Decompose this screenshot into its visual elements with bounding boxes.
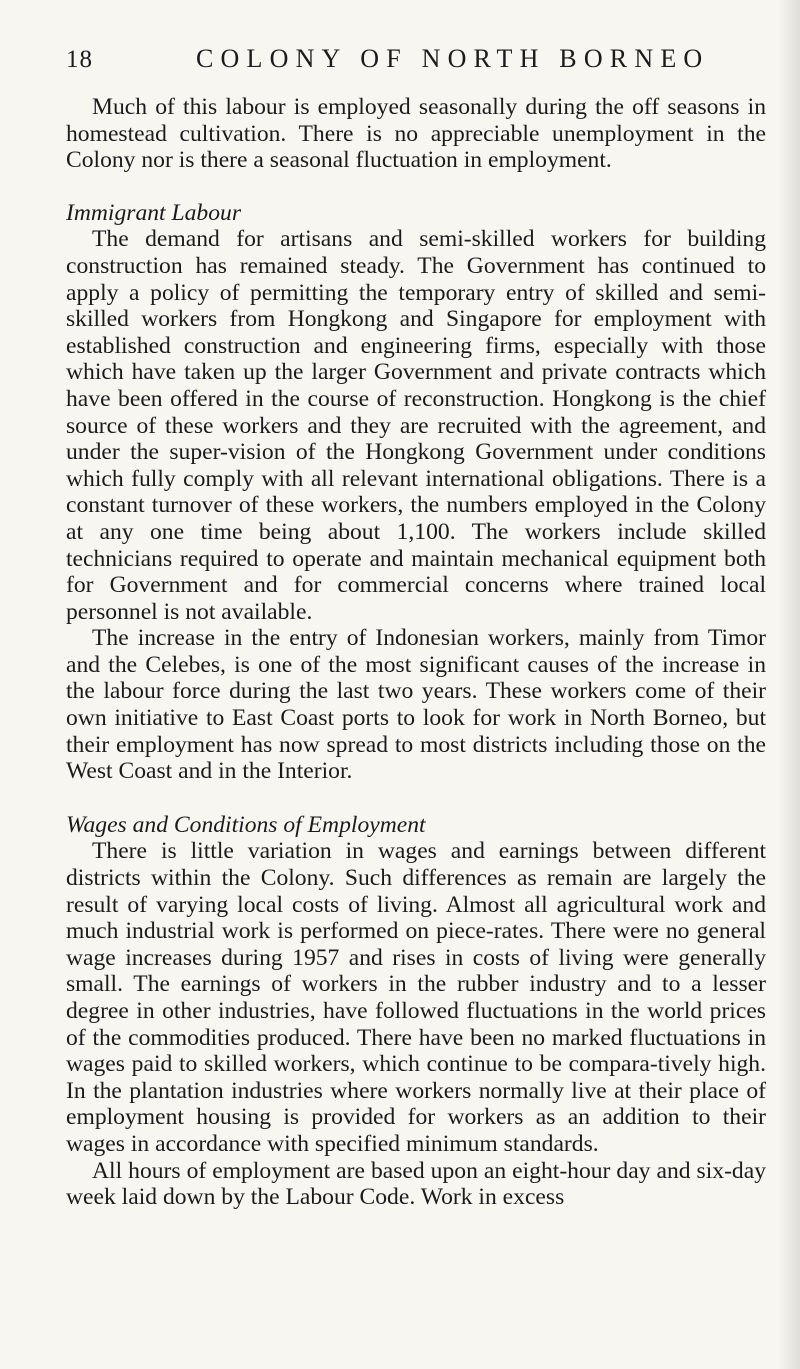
intro-paragraph: Much of this labour is employed seasonally during the off seasons in homestead cultivation. There is no appreciable unemployment in the Colony nor is there a seasonal fluctuation in employment. [66,94,766,174]
page-edge-shadow [778,0,800,1369]
section-heading-wages: Wages and Conditions of Employment [66,811,426,838]
running-title: COLONY OF NORTH BORNEO [196,44,710,73]
page-number: 18 [66,46,93,73]
wages-paragraph-2: All hours of employment are based upon an eight-hour day and six-day week laid down by the Labour Code. Work in excess [66,1157,766,1211]
page-header [0,44,800,74]
immigrant-labour-paragraph-1: The demand for artisans and semi-skilled workers for building construction has remained steady. The Government has continued to apply a policy of permitting the temporary entry of skilled and semi-skilled workers from Hongkong and Singapore for employment with established construction and engineering firms, especially with those which have taken up the larger Government and private contracts which have been offered in the course of reconstruction. Hongkong is the chief source of these workers and they are recruited with the agreement, and under the super-vision of the Hongkong Government under conditions which fully comply with all relevant international obligations. There is a constant turnover of these workers, the numbers employed in the Colony at any one time being about 1,100. The workers include skilled technicians required to operate and maintain mechanical equipment both for Government and for commercial concerns where trained local personnel is not available. [66,226,766,625]
wages-paragraph-1: There is little variation in wages and earnings between different districts within the Colony. Such differences as remain are largely the result of varying local costs of living. Almost all agricultural work and much industrial work is performed on piece-rates. There were no general wage increases during 1957 and rises in costs of living were generally small. The earnings of workers in the rubber industry and to a lesser degree in other industries, have followed fluctuations in the world prices of the commodities produced. There have been no marked fluctuations in wages paid to skilled workers, which continue to be compara-tively high. In the plantation industries where workers normally live at their place of employment housing is provided for workers as an addition to their wages in accordance with specified minimum standards. [66,838,766,1157]
body-text [66,94,766,1211]
section-heading-immigrant-labour: Immigrant Labour [66,199,242,226]
immigrant-labour-paragraph-2: The increase in the entry of Indonesian workers, mainly from Timor and the Celebes, is one of the most significant causes of the increase in the labour force during the last two years. These workers come of their own initiative to East Coast ports to look for work in North Borneo, but their employment has now spread to most districts including those on the West Coast and in the Interior. [66,625,766,785]
